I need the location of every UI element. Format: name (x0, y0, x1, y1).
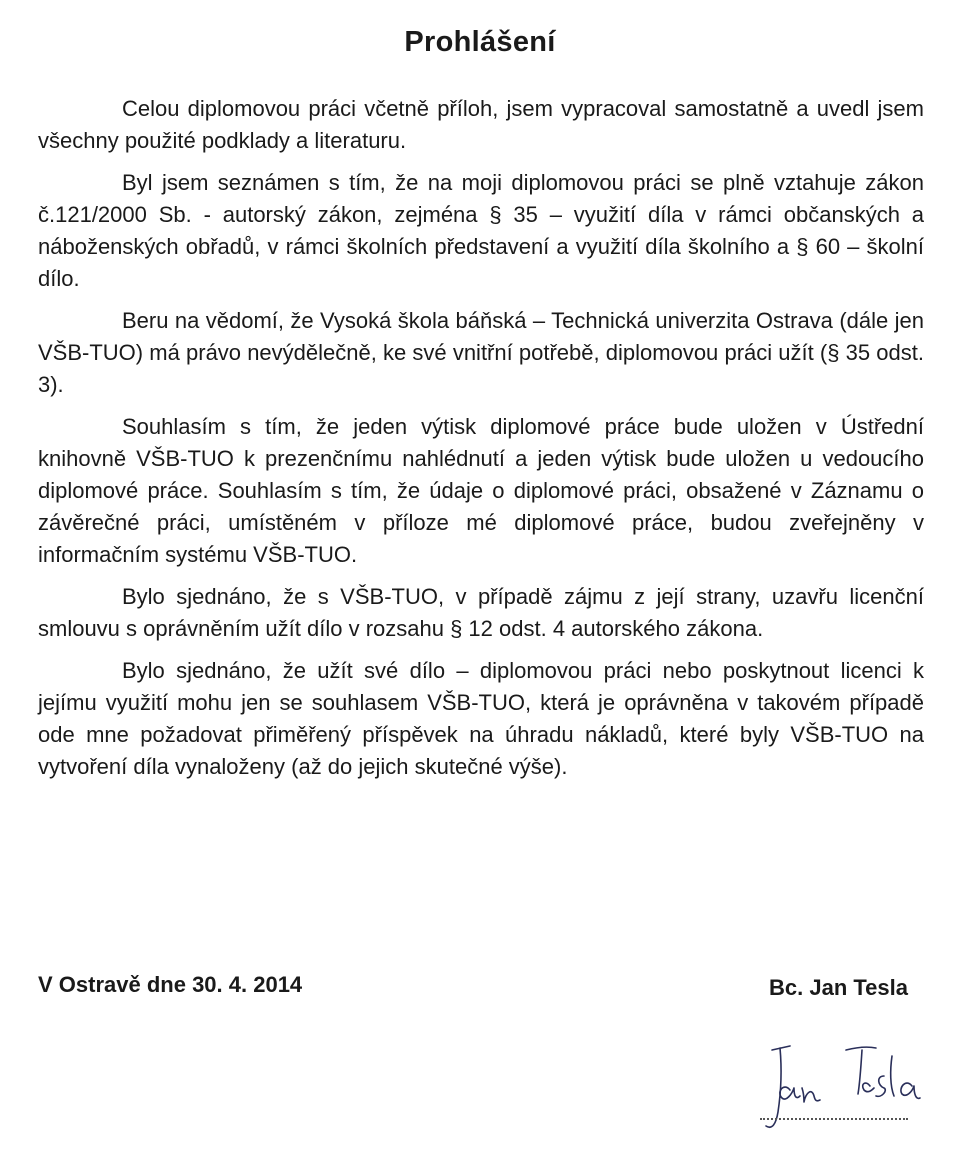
author-name: Bc. Jan Tesla (769, 975, 908, 1000)
paragraph-4: Souhlasím s tím, že jeden výtisk diplomové práce bude uložen v Ústřední knihovně VŠB-TUO k prezenčnímu nahlédnutí a jeden výtisk bude uložen u vedoucího diplomové práce. Souhlasím s tím, že údaje o diplomové práci, obsažené v Záznamu o závěrečné práci, umístěném v příloze mé diplomové práce, budou zveřejněny v informačním systému VŠB-TUO. (38, 414, 924, 567)
place-date: V Ostravě dne 30. 4. 2014 (38, 972, 303, 997)
handwritten-signature (750, 1030, 930, 1140)
paragraph-2: Byl jsem seznámen s tím, že na moji diplomovou práci se plně vztahuje zákon č.121/2000 Sb. - autorský zákon, zejména § 35 – využití díla v rámci občanských a náboženských obřadů, v rámci školních představení a využití díla školního a § 60 – školní dílo. (38, 170, 924, 291)
signature-line (760, 1118, 908, 1120)
paragraph-5: Bylo sjednáno, že s VŠB-TUO, v případě zájmu z její strany, uzavřu licenční smlouvu s oprávněním užít dílo v rozsahu § 12 odst. 4 autorského zákona. (38, 584, 924, 641)
declaration-body (38, 93, 924, 793)
page-title: Prohlášení (404, 26, 556, 58)
paragraph-3: Beru na vědomí, že Vysoká škola báňská – Technická univerzita Ostrava (dále jen VŠB-TUO) má právo nevýdělečně, ke své vnitřní potřebě, diplomovou práci užít (§ 35 odst. 3). (38, 308, 924, 397)
paragraph-1: Celou diplomovou práci včetně příloh, jsem vypracoval samostatně a uvedl jsem všechny použité podklady a literaturu. (38, 96, 924, 153)
paragraph-6: Bylo sjednáno, že užít své dílo – diplomovou práci nebo poskytnout licenci k jejímu využití mohu jen se souhlasem VŠB-TUO, která je oprávněna v takovém případě ode mne požadovat přiměřený příspěvek na úhradu nákladů, které byly VŠB-TUO na vytvoření díla vynaloženy (až do jejich skutečné výše). (38, 658, 924, 779)
